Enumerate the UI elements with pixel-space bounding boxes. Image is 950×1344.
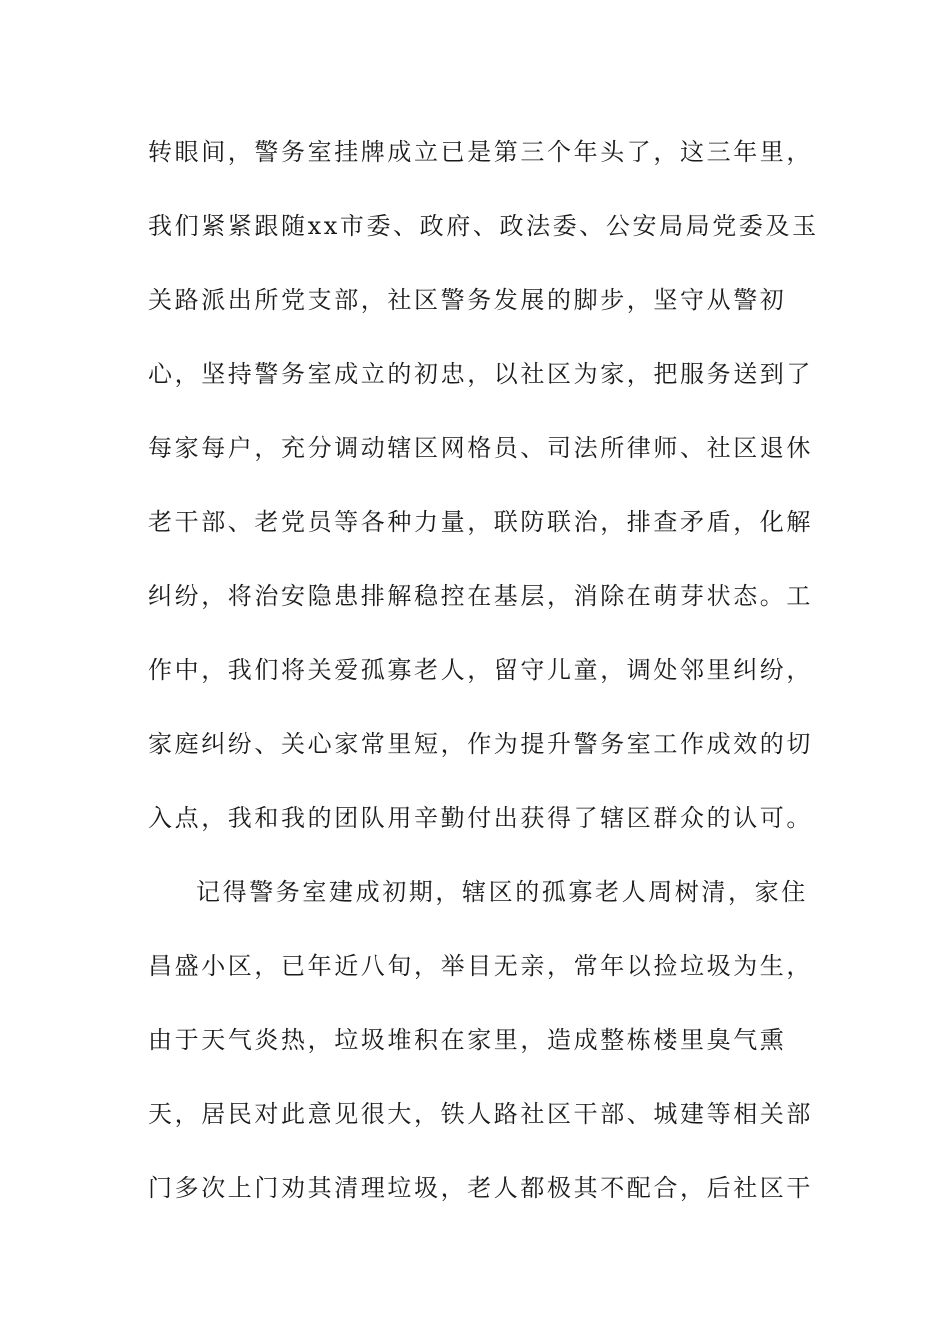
- text-line: 我们紧紧跟随xx市委、政府、政法委、公安局局党委及玉: [148, 212, 819, 240]
- document-body: [148, 128, 828, 1238]
- text-line: 作中，我们将关爱孤寡老人，留守儿童，调处邻里纠纷，: [148, 656, 813, 684]
- text-line: 老干部、老党员等各种力量，联防联治，排查矛盾，化解: [148, 508, 813, 536]
- text-line: 心，坚持警务室成立的初忠，以社区为家，把服务送到了: [148, 360, 813, 388]
- text-line: 家庭纠纷、关心家常里短，作为提升警务室工作成效的切: [148, 730, 813, 758]
- text-line: 由于天气炎热，垃圾堆积在家里，造成整栋楼里臭气熏: [148, 1026, 787, 1054]
- text-line: 门多次上门劝其清理垃圾，老人都极其不配合，后社区干: [148, 1174, 813, 1202]
- text-line: 纠纷，将治安隐患排解稳控在基层，消除在萌芽状态。工: [148, 582, 813, 610]
- text-line: 每家每户，充分调动辖区网格员、司法所律师、社区退休: [148, 434, 813, 462]
- text-line: 入点，我和我的团队用辛勤付出获得了辖区群众的认可。: [148, 804, 813, 832]
- text-line: 天，居民对此意见很大，铁人路社区干部、城建等相关部: [148, 1100, 813, 1128]
- text-line: 记得警务室建成初期，辖区的孤寡老人周树清，家住: [196, 878, 808, 906]
- text-line: 关路派出所党支部，社区警务发展的脚步，坚守从警初: [148, 286, 787, 314]
- text-line: 昌盛小区，已年近八旬，举目无亲，常年以捡垃圾为生，: [148, 952, 813, 980]
- paragraph-2: [148, 868, 828, 1238]
- text-line: 转眼间，警务室挂牌成立已是第三个年头了，这三年里，: [148, 138, 813, 166]
- paragraph-1: [148, 128, 828, 868]
